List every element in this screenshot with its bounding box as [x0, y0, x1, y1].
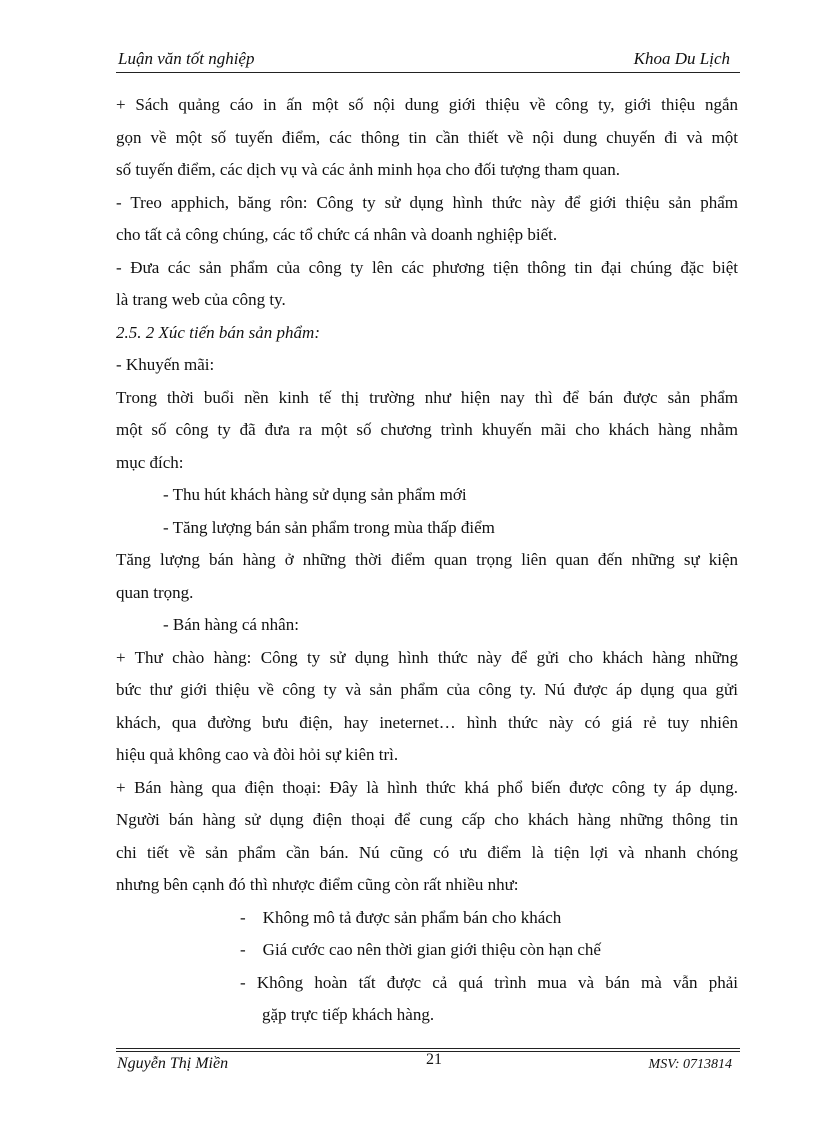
text-line: + Thư chào hàng: Công ty sử dụng hình thức này để gửi cho khách hàng những	[116, 647, 738, 667]
text-line: - Treo apphich, băng rôn: Công ty sử dụng hình thức này để giới thiệu sản phẩm	[116, 192, 738, 212]
header-rule	[116, 72, 740, 73]
dash-item: - Không hoàn tất được cả quá trình mua và bán mà vẫn phải	[240, 972, 738, 992]
text-line: khách, qua đường bưu điện, hay ineternet… hình thức này có giá rẻ tuy nhiên	[116, 712, 738, 732]
dash-item-continuation: gặp trực tiếp khách hàng.	[262, 1005, 435, 1024]
body-text	[116, 89, 738, 1032]
text-line: bức thư giới thiệu về công ty và sản phẩm của công ty. Nú được áp dụng qua gửi	[116, 680, 738, 699]
text-line: Tăng lượng bán hàng ở những thời điểm quan trọng liên quan đến những sự kiện	[116, 550, 738, 569]
text-line: hiệu quả không cao và đòi hỏi sự kiên trì.	[116, 745, 399, 764]
text-line: cho tất cả công chúng, các tổ chức cá nhân và doanh nghiệp biết.	[116, 225, 558, 244]
text-line: mục đích:	[116, 452, 184, 472]
text-line: - Đưa các sản phẩm của công ty lên các phương tiện thông tin đại chúng đặc biệt	[116, 257, 738, 277]
header-left-title: Luận văn tốt nghiệp	[118, 49, 255, 68]
footer-author: Nguyễn Thị Miền	[117, 1055, 229, 1072]
footer-student-id: MSV: 0713814	[648, 1057, 732, 1072]
section-heading: 2.5. 2 Xúc tiến bán sản phẩm:	[116, 322, 320, 342]
text-line: + Sách quảng cáo in ấn một số nội dung giới thiệu về công ty, giới thiệu ngắn	[116, 95, 738, 114]
footer-rule-top	[116, 1048, 740, 1049]
text-line: gọn về một số tuyến điểm, các thông tin cần thiết về nội dung chuyến đi và một	[116, 127, 738, 147]
text-line: quan trọng.	[116, 582, 194, 602]
dash-item: - Giá cước cao nên thời gian giới thiệu còn hạn chế	[240, 940, 601, 959]
bullet-item: - Tăng lượng bán sản phẩm trong mùa thấp điểm	[163, 517, 495, 537]
text-line: Người bán hàng sử dụng điện thoại để cung cấp cho khách hàng những thông tin	[116, 810, 738, 829]
header-right-title: Khoa Du Lịch	[633, 49, 730, 68]
text-line: số tuyến điểm, các dịch vụ và các ảnh minh họa cho đối tượng tham quan.	[116, 160, 620, 179]
text-line: - Khuyến mãi:	[116, 355, 215, 374]
bullet-item: - Thu hút khách hàng sử dụng sản phẩm mới	[163, 485, 467, 504]
text-line: chi tiết về sản phẩm cần bán. Nú cũng có ưu điểm là tiện lợi và nhanh chóng	[116, 842, 738, 862]
dash-item: - Không mô tả được sản phẩm bán cho khách	[240, 907, 562, 927]
subheading: - Bán hàng cá nhân:	[163, 615, 299, 634]
text-line: + Bán hàng qua điện thoại: Đây là hình thức khá phổ biến được công ty áp dụng.	[116, 777, 738, 797]
text-line: Trong thời buổi nền kinh tế thị trường như hiện nay thì để bán được sản phẩm	[116, 387, 738, 407]
header-row	[116, 49, 740, 73]
text-line: là trang web của công ty.	[116, 290, 286, 309]
text-line: nhưng bên cạnh đó thì nhược điểm cũng còn rất nhiều như:	[116, 875, 519, 894]
page-number: 21	[426, 1051, 442, 1068]
text-line: một số công ty đã đưa ra một số chương trình khuyến mãi cho khách hàng nhằm	[116, 420, 738, 439]
